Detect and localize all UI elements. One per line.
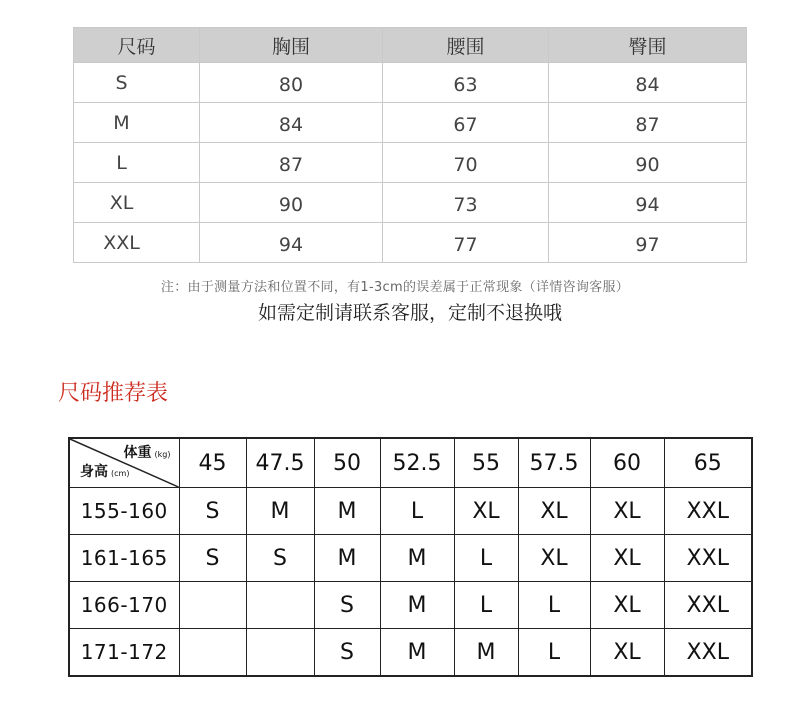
size-cell: [179, 629, 246, 677]
size-cell: L: [454, 535, 518, 582]
weight-header: 45: [179, 438, 246, 488]
size-cell: XXL: [74, 223, 200, 263]
size-cell: XXL: [664, 488, 752, 535]
size-cell: M: [454, 629, 518, 677]
size-cell: L: [518, 582, 590, 629]
size-cell: [246, 629, 314, 677]
hip-cell: 97: [549, 223, 747, 263]
size-cell: XXL: [664, 535, 752, 582]
waist-cell: 73: [383, 183, 549, 223]
size-cell: XL: [74, 183, 200, 223]
table-row: [69, 582, 752, 629]
waist-cell: 67: [383, 103, 549, 143]
size-cell: [179, 582, 246, 629]
size-cell: XXL: [664, 629, 752, 677]
size-cell: XL: [590, 488, 664, 535]
size-cell: XL: [590, 535, 664, 582]
size-cell: M: [380, 629, 454, 677]
weight-header-row: [69, 438, 752, 488]
size-cell: S: [314, 629, 380, 677]
size-cell: M: [380, 582, 454, 629]
table-row: [74, 103, 747, 143]
header-size: 尺码: [74, 28, 200, 63]
corner-header-cell: [69, 438, 179, 488]
header-hip: 臀围: [549, 28, 747, 63]
chest-cell: 90: [200, 183, 383, 223]
hip-cell: 84: [549, 63, 747, 103]
size-cell: XL: [454, 488, 518, 535]
hip-cell: 87: [549, 103, 747, 143]
measurement-note: 注：由于测量方法和位置不同，有1-3cm的误差属于正常现象（详情咨询客服）: [160, 280, 630, 295]
height-range-cell: 155-160: [69, 488, 179, 535]
size-cell: XL: [590, 582, 664, 629]
height-axis-label: 身高 (cm): [80, 464, 130, 480]
size-cell: L: [74, 143, 200, 183]
size-cell: M: [380, 535, 454, 582]
size-cell: [246, 582, 314, 629]
waist-cell: 70: [383, 143, 549, 183]
table-row: [74, 63, 747, 103]
weight-header: 57.5: [518, 438, 590, 488]
size-cell: S: [314, 582, 380, 629]
table-row: [69, 488, 752, 535]
size-cell: S: [74, 63, 200, 103]
size-cell: M: [246, 488, 314, 535]
weight-header: 65: [664, 438, 752, 488]
table-row: [69, 629, 752, 677]
weight-axis-label: 体重 (kg): [123, 445, 171, 461]
size-cell: XL: [518, 535, 590, 582]
waist-cell: 77: [383, 223, 549, 263]
size-recommendation-table: [68, 437, 753, 677]
height-range-cell: 161-165: [69, 535, 179, 582]
size-cell: S: [179, 535, 246, 582]
size-cell: L: [518, 629, 590, 677]
size-cell: XL: [518, 488, 590, 535]
size-cell: XXL: [664, 582, 752, 629]
chest-cell: 94: [200, 223, 383, 263]
table-row: [74, 143, 747, 183]
table-row: [69, 535, 752, 582]
weight-header: 50: [314, 438, 380, 488]
size-cell: M: [314, 488, 380, 535]
header-waist: 腰围: [383, 28, 549, 63]
height-range-cell: 171-172: [69, 629, 179, 677]
section-title: 尺码推荐表: [58, 381, 169, 406]
size-chart-header-row: [74, 28, 747, 63]
chest-cell: 80: [200, 63, 383, 103]
height-range-cell: 166-170: [69, 582, 179, 629]
waist-cell: 63: [383, 63, 549, 103]
size-chart-table: [73, 27, 747, 263]
size-cell: XL: [590, 629, 664, 677]
custom-order-note: 如需定制请联系客服，定制不退换哦: [257, 302, 562, 324]
hip-cell: 94: [549, 183, 747, 223]
size-cell: L: [454, 582, 518, 629]
weight-header: 52.5: [380, 438, 454, 488]
weight-header: 55: [454, 438, 518, 488]
header-chest: 胸围: [200, 28, 383, 63]
chest-cell: 84: [200, 103, 383, 143]
size-cell: S: [179, 488, 246, 535]
size-cell: M: [314, 535, 380, 582]
weight-header: 47.5: [246, 438, 314, 488]
table-row: [74, 223, 747, 263]
hip-cell: 90: [549, 143, 747, 183]
chest-cell: 87: [200, 143, 383, 183]
size-cell: S: [246, 535, 314, 582]
size-cell: M: [74, 103, 200, 143]
table-row: [74, 183, 747, 223]
weight-header: 60: [590, 438, 664, 488]
size-cell: L: [380, 488, 454, 535]
